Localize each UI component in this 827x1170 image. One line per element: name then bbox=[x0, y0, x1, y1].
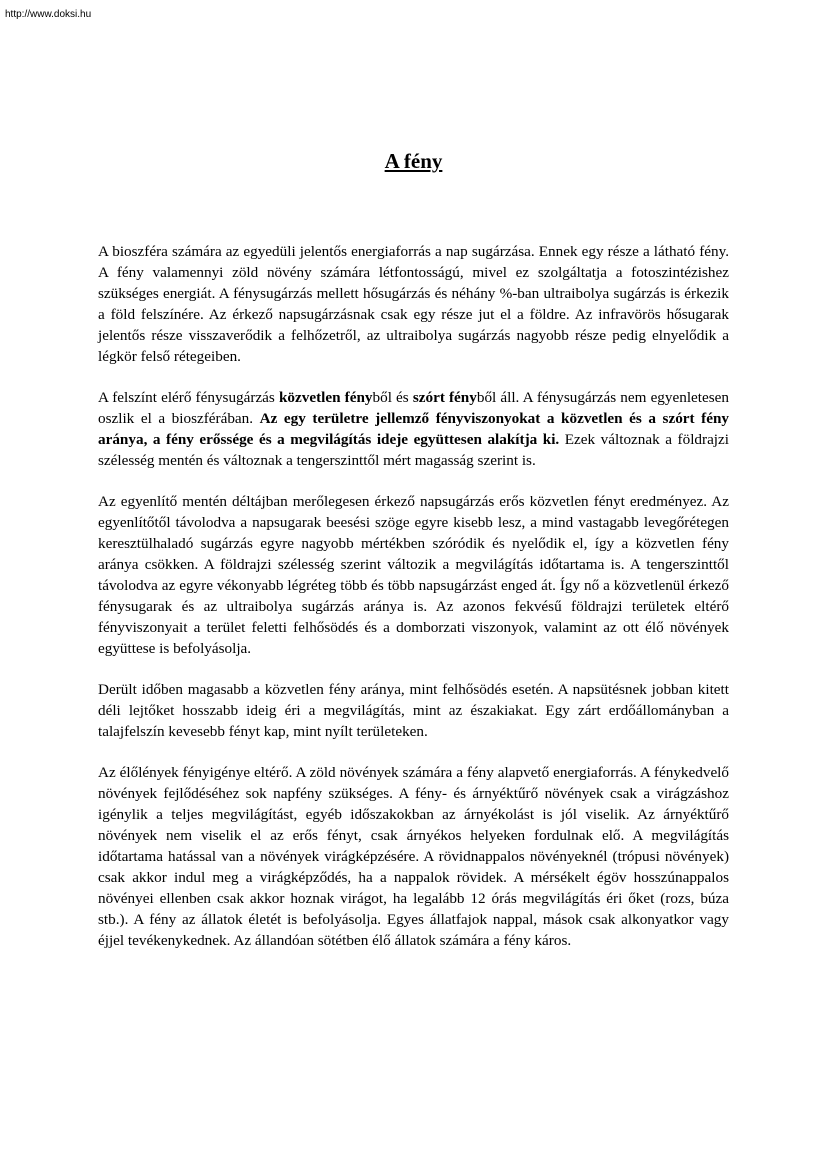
paragraph-2 bbox=[98, 387, 729, 471]
paragraph-3: Az egyenlítő mentén déltájban merőlegesen érkező napsugárzás erős közvetlen fényt eredményez. Az egyenlítőtől távolodva a napsugarak beesési szöge egyre kisebb lesz, a mind vastagabb levegőrétegen keresztülhaladó sugárzás egyre nagyobb mértékben szóródik és nyelődik el, így a közvetlen fény aránya csökken. A földrajzi szélesség szerint változik a megvilágítás időtartama is. A tengerszinttől távolodva az egyre vékonyabb légréteg több és több napsugárzást enged át. Így nő a közvetlenül érkező fénysugarak és az ultraibolya sugárzás aránya is. Az azonos fekvésű földrajzi területek eltérő fényviszonyait a terület feletti felhősödés és a domborzati viszonyok, valamint az ott élő növények együttese is befolyásolja. bbox=[98, 493, 729, 657]
paragraph-5: Az élőlények fényigénye eltérő. A zöld növények számára a fény alapvető energiaforrás. A fénykedvelő növények fejlődéséhez sok napfény szükséges. A fény- és árnyéktűrő növények csak a virágzáshoz igénylik a teljes megvilágítást, egyéb időszakokban az árnyékolást is jól viselik. Az árnyéktűrő növények nem viselik el az erős fényt, csak árnyékos helyeken fordulnak elő. A megvilágítás időtartama hatással van a növények virágképzésére. A rövidnappalos növényeknél (trópusi növények) csak akkor indul meg a virágképződés, ha a nappalok rövidek. A mérsékelt égöv hosszúnappalos növényei ellenben csak akkor hoznak virágot, ha legalább 12 órás megvilágítás éri őket (rozs, búza stb.). A fény az állatok életét is befolyásolja. Egyes állatfajok nappal, mások csak alkonyatkor vagy éjjel tevékenykednek. Az állandóan sötétben élő állatok számára a fény káros. bbox=[98, 764, 729, 949]
page-title: A fény bbox=[384, 149, 443, 173]
paragraph-2-text-3: ből áll. A fénysugárzás nem egyenletesen oszlik el a bioszférában. bbox=[98, 389, 729, 427]
paragraph-2-text-4: Ezek változnak a földrajzi szélesség mentén és változnak a tengerszinttől mért magasság szerint is. bbox=[98, 431, 729, 469]
term-direct-light: közvetlen fény bbox=[278, 389, 373, 406]
paragraph-4: Derült időben magasabb a közvetlen fény aránya, mint felhősödés esetén. A napsütésnek jobban kitett déli lejtőket hosszabb ideig éri a megvilágítás, mint az északiakat. Egy zárt erdőállományban a talajfelszín kevesebb fényt kap, mint nyílt területeken. bbox=[98, 681, 729, 740]
paragraph-2-text-2: ből és bbox=[372, 389, 413, 406]
paragraph-1: A bioszféra számára az egyedüli jelentős energiaforrás a nap sugárzása. Ennek egy része a látható fény. A fény valamennyi zöld növény számára létfontosságú, mivel ez szolgáltatja a fotoszintézishez szükséges energiát. A fénysugárzás mellett hősugárzás és néhány %-ban ultraibolya sugárzás is érkezik a föld felszínére. Az érkező napsugárzásnak csak egy része jut el a földre. Az infravörös hősugarak jelentős része visszaverődik a felhőzetről, az ultraibolya sugárzás nagyobb része pedig elnyelődik a légkör felső rétegeiben. bbox=[98, 243, 729, 365]
term-diffuse-light: szórt fény bbox=[412, 389, 477, 406]
source-url: http://www.doksi.hu bbox=[5, 9, 92, 20]
document-body bbox=[98, 241, 729, 971]
key-statement: Az egy területre jellemző fényviszonyokat a közvetlen és a szórt fény aránya, a fény erőssége és a megvilágítás ideje együttesen alakítja ki. bbox=[98, 410, 729, 448]
paragraph-2-text-1: A felszínt elérő fénysugárzás bbox=[98, 389, 279, 406]
